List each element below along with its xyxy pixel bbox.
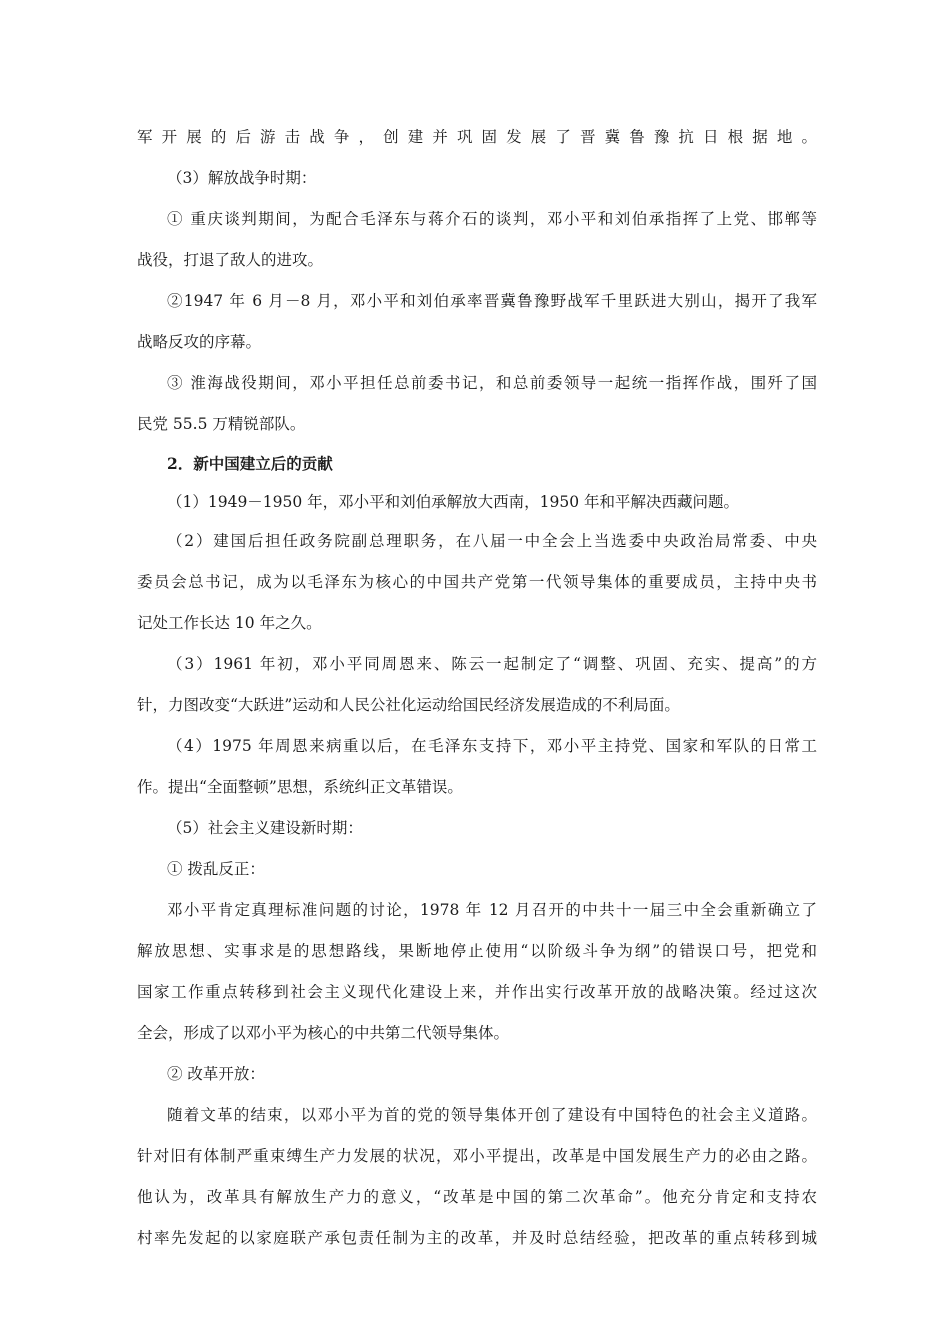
paragraph-line: 委员会总书记，成为以毛泽东为核心的中国共产党第一代领导集体的重要成员，主持中央书 bbox=[137, 573, 817, 591]
section-heading: （5）社会主义建设新时期： bbox=[167, 819, 363, 837]
paragraph-line: 国家工作重点转移到社会主义现代化建设上来，并作出实行改革开放的战略决策。经过这次 bbox=[137, 983, 817, 1001]
paragraph-line: 随着文革的结束，以邓小平为首的党的领导集体开创了建设有中国特色的社会主义道路。 bbox=[167, 1106, 817, 1124]
paragraph-line: 作。提出“全面整顿”思想，系统纠正文革错误。 bbox=[137, 778, 463, 796]
paragraph-line: ②1947 年 6 月－8 月，邓小平和刘伯承率晋冀鲁豫野战军千里跃进大别山，揭开了我军 bbox=[167, 292, 817, 310]
paragraph-line: 战役，打退了敌人的进攻。 bbox=[137, 251, 324, 269]
paragraph-line: 军开展的后游击战争，创建并巩固发展了晋冀鲁豫抗日根据地。 bbox=[137, 128, 817, 146]
paragraph-line: 针对旧有体制严重束缚生产力发展的状况，邓小平提出，改革是中国发展生产力的必由之路。 bbox=[137, 1147, 817, 1165]
paragraph-line: 针，力图改变“大跃进”运动和人民公社化运动给国民经济发展造成的不利局面。 bbox=[137, 696, 680, 714]
paragraph-line: （1）1949－1950 年，邓小平和刘伯承解放大西南，1950 年和平解决西藏问题。 bbox=[167, 493, 740, 511]
paragraph-line: ① 重庆谈判期间，为配合毛泽东与蒋介石的谈判，邓小平和刘伯承指挥了上党、邯郸等 bbox=[167, 210, 817, 228]
paragraph-line: ③ 淮海战役期间，邓小平担任总前委书记，和总前委领导一起统一指挥作战，围歼了国 bbox=[167, 374, 817, 392]
paragraph-line: 全会，形成了以邓小平为核心的中共第二代领导集体。 bbox=[137, 1024, 510, 1042]
paragraph-line: 民党 55.5 万精锐部队。 bbox=[137, 415, 306, 433]
paragraph-line: （2）建国后担任政务院副总理职务，在八届一中全会上当选委中央政治局常委、中央 bbox=[167, 532, 817, 550]
paragraph-line: （4）1975 年周恩来病重以后，在毛泽东支持下，邓小平主持党、国家和军队的日常工 bbox=[167, 737, 817, 755]
section-heading-bold: 2．新中国建立后的贡献 bbox=[167, 454, 333, 473]
paragraph-line: 解放思想、实事求是的思想路线，果断地停止使用“以阶级斗争为纲”的错误口号，把党和 bbox=[137, 942, 817, 960]
paragraph-line: 战略反攻的序幕。 bbox=[137, 333, 262, 351]
subsection-heading: ① 拨乱反正： bbox=[167, 860, 265, 878]
paragraph-line: 村率先发起的以家庭联产承包责任制为主的改革，并及时总结经验，把改革的重点转移到城 bbox=[137, 1229, 817, 1247]
paragraph-line: （3）1961 年初，邓小平同周恩来、陈云一起制定了“调整、巩固、充实、提高”的方 bbox=[167, 655, 817, 673]
subsection-heading: ② 改革开放： bbox=[167, 1065, 265, 1083]
section-heading: （3）解放战争时期： bbox=[167, 169, 317, 187]
paragraph-line: 邓小平肯定真理标准问题的讨论，1978 年 12 月召开的中共十一届三中全会重新确立了 bbox=[167, 901, 817, 919]
paragraph-line: 记处工作长达 10 年之久。 bbox=[137, 614, 322, 632]
paragraph-line: 他认为，改革具有解放生产力的意义，“改革是中国的第二次革命”。他充分肯定和支持农 bbox=[137, 1188, 817, 1206]
